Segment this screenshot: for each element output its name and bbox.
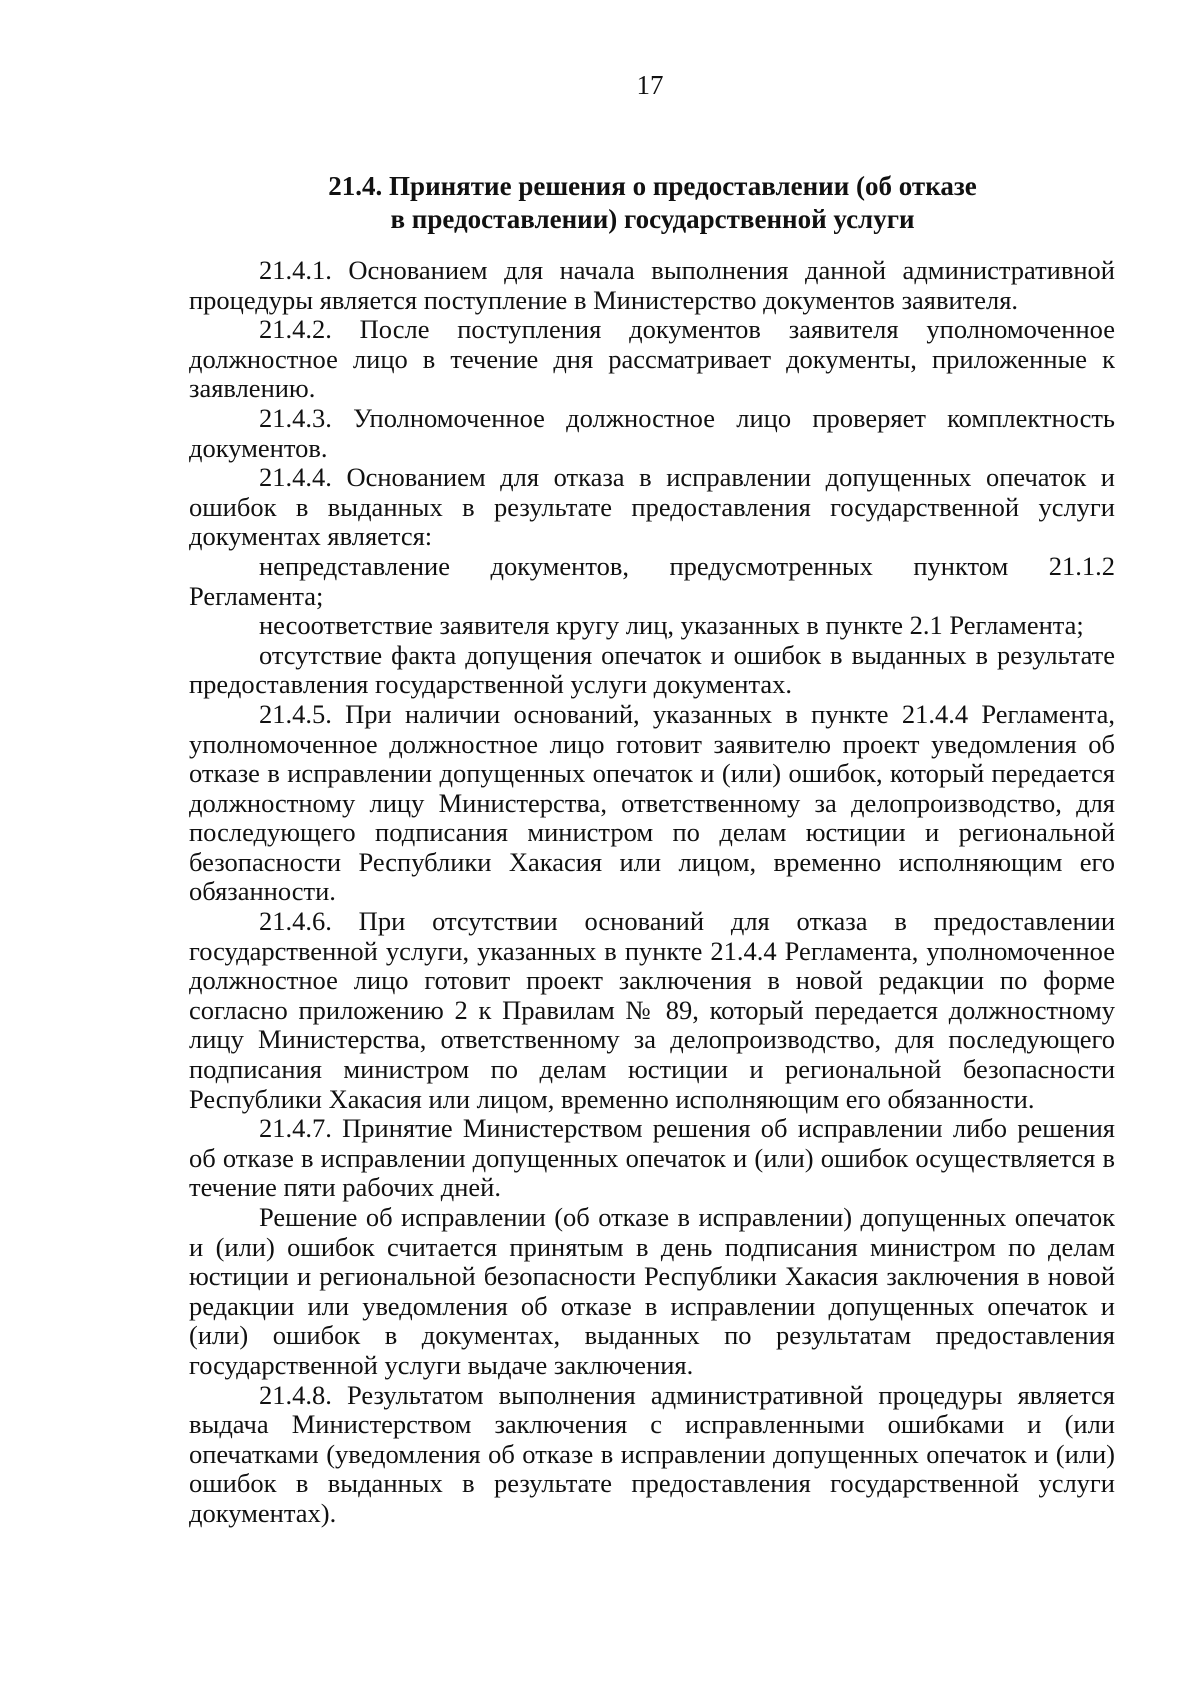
paragraph-21-4-2: 21.4.2. После поступления документов заявителя уполномоченное должностное лицо в течение дня рассматривает документы, приложенные к заявлению. [189,314,1115,404]
paragraph-21-4-4: 21.4.4. Основанием для отказа в исправлении допущенных опечаток и ошибок в выданных в результате предоставления государственной услуги документах является: [189,462,1115,552]
list-item-grounds-1: непредставление документов, предусмотренных пунктом 21.1.2 Регламента; [189,550,1115,611]
section-heading-line-2: в предоставлении) государственной услуги [390,204,915,234]
paragraph-21-4-6: 21.4.6. При отсутствии оснований для отказа в предоставлении государственной услуги, указанных в пункте 21.4.4 Регламента, уполномоченное должностное лицо готовит проект заключения в новой редакции по форме согласно приложению 2 к Правилам № 89, который передается должностному лицу Министерства, ответственному за делопроизводство, для последующего подписания министром по делам юстиции и региональной безопасности Республики Хакасия или лицом, временно исполняющим его обязанности. [189,906,1115,1114]
paragraph-21-4-7: 21.4.7. Принятие Министерством решения об исправлении либо решения об отказе в исправлении допущенных опечаток и (или) ошибок осуществляется в течение пяти рабочих дней. [189,1113,1115,1203]
paragraph-21-4-8: 21.4.8. Результатом выполнения административной процедуры является выдача Министерством заключения с исправленными ошибками и (или опечатками (уведомления об отказе в исправлении допущенных опечаток и (или) ошибок в выданных в результате предоставления государственной услуги документах). [189,1379,1115,1528]
paragraph-decision: Решение об исправлении (об отказе в исправлении) допущенных опечаток и (или) ошибок считается принятым в день подписания министром по делам юстиции и региональной безопасности Республики Хакасия заключения в новой редакции или уведомления об отказе в исправлении допущенных опечаток и (или) ошибок в документах, выданных по результатам предоставления государственной услуги выдаче заключения. [189,1202,1115,1380]
page-number: 17 [636,70,664,100]
paragraph-21-4-3: 21.4.3. Уполномоченное должностное лицо проверяет комплектность документов. [189,402,1115,463]
section-heading-line-1: 21.4. Принятие решения о предоставлении (об отказе [328,171,977,201]
section-heading [192,170,1113,236]
list-item-grounds-2: несоответствие заявителя кругу лиц, указанных в пункте 2.1 Регламента; [259,610,1084,641]
document-body [189,256,1115,1529]
paragraph-21-4-1: 21.4.1. Основанием для начала выполнения данной административной процедуры является поступление в Министерство документов заявителя. [189,255,1115,315]
paragraph-21-4-5: 21.4.5. При наличии оснований, указанных в пункте 21.4.4 Регламента, уполномоченное должностное лицо готовит заявителю проект уведомления об отказе в исправлении допущенных опечаток и (или) ошибок, который передается должностному лицу Министерства, ответственному за делопроизводство, для последующего подписания министром по делам юстиции и региональной безопасности Республики Хакасия или лицом, временно исполняющим его обязанности. [189,698,1115,907]
list-item-grounds-3: отсутствие факта допущения опечаток и ошибок в выданных в результате предоставления государственной услуги документах. [189,639,1115,700]
